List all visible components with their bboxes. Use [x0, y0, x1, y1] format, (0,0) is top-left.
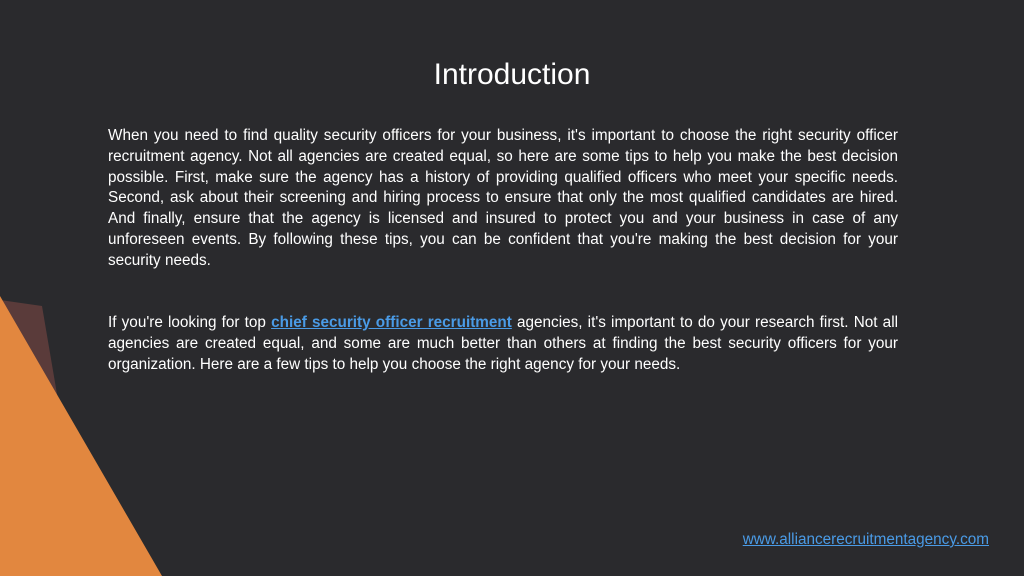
paragraph-text-after-link: agencies, it's important to do your research first. Not all agencies are created equal, and some are much better than others at finding the best security officers for your organization. Here are a few tips to help you choose the right agency for your needs. — [108, 314, 898, 373]
slide-title: Introduction — [433, 58, 591, 91]
intro-paragraph: When you need to find quality security officers for your business, it's important to choose the right security officer recruitment agency. Not all agencies are created equal, so here are some tips to help you make the best decision possible. First, make sure the agency has a history of providing qualified officers who meet your specific needs. Second, ask about their screening and hiring process to ensure that only the most qualified candidates are hired. And finally, ensure that the agency is licensed and insured to protect you and your business in case of any unforeseen events. By following these tips, you can be confident that you're making the best decision for your security needs. — [108, 127, 898, 269]
website-link[interactable]: www.alliancerecruitmentagency.com — [742, 531, 989, 548]
recruitment-paragraph — [108, 313, 898, 375]
chief-security-officer-recruitment-link[interactable]: chief security officer recruitment — [271, 314, 512, 331]
paragraph-text-before-link: If you're looking for top — [108, 314, 272, 331]
